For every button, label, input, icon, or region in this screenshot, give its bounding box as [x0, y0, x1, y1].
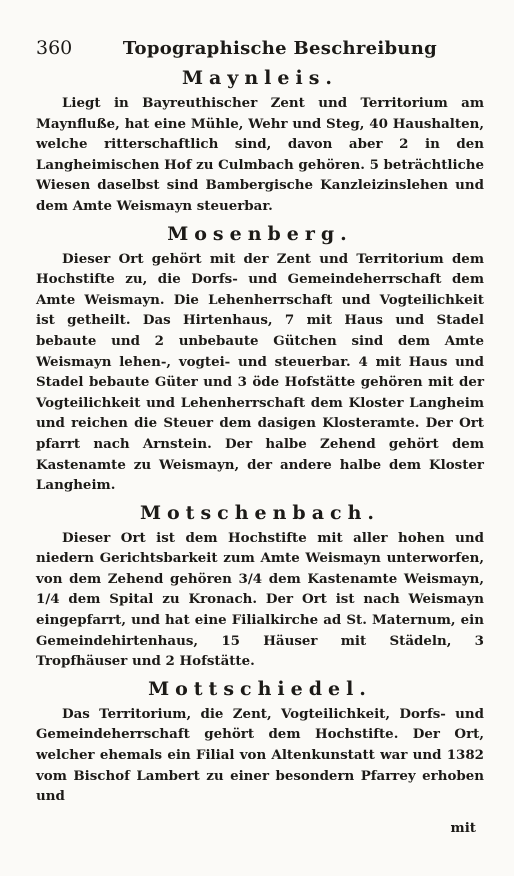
entry-motschenbach [36, 500, 484, 672]
entry-heading: Mottschiedel. [148, 677, 372, 700]
entry-maynleis [36, 65, 484, 217]
page-number: 360 [36, 37, 73, 59]
entry-heading: Motschenbach. [139, 501, 381, 524]
entry-text: Dieser Ort ist dem Hochstifte mit aller hohen und niedern Gerichtsbarkeit zum Amte Weismayn unterworfen, von dem Zehend gehören 3/4 dem Kastenamte Weismayn, 1/4 dem Spital zu Kronach. Der Ort ist nach Weismayn eingepfarrt, und hat eine Filialkirche ad St. Maternum, ein Gemeindehirtenhaus, 15 Häuser mit Städeln, 3 Tropfhäuser und 2 Hofstätte. [36, 529, 484, 670]
entry-mottschiedel [36, 676, 484, 807]
entry-heading: Maynleis. [181, 67, 339, 89]
entry-heading: Mosenberg. [167, 222, 353, 245]
entry-mosenberg [36, 221, 484, 496]
running-title: Topographische Beschreibung [122, 38, 438, 59]
entry-text: Dieser Ort gehört mit der Zent und Territorium dem Hochstifte zu, die Dorfs- und Gemeindeherrschaft dem Amte Weismayn. Die Lehenherrschaft und Vogteilichkeit ist getheilt. Das Hirtenhaus, 7 mit Haus und Stadel bebaute und 2 unbebaute Gütchen sind dem Amte Weismayn lehen-, vogtei- und steuerbar. 4 mit Haus und Stadel bebaute Güter und 3 öde Hofstätte gehören mit der Vogteilichkeit und Lehenherrschaft dem Kloster Langheim und reichen die Steuer dem dasigen Klosteramte. Der Ort pfarrt nach Arnstein. Der halbe Zehend gehört dem Kastenamte zu Weismayn, der andere halbe dem Kloster Langheim. [36, 250, 484, 494]
running-head [36, 36, 484, 61]
catchword: mit [450, 820, 476, 836]
entry-text: Das Territorium, die Zent, Vogteilichkeit, Dorfs- und Gemeindeherrschaft gehört dem Hochstifte. Der Ort, welcher ehemals ein Filial von Altenkunstatt war und 1382 vom Bischof Lambert zu einer besondern Pfarrey erhoben und [36, 705, 484, 805]
entry-text: Liegt in Bayreuthischer Zent und Territorium am Maynfluße, hat eine Mühle, Wehr und Steg, 40 Haushalten, welche ritterschaftlich sind, davon aber 2 in den Langheimischen Hof zu Culmbach gehören. 5 beträchtliche Wiesen daselbst sind Bambergische Kanzleizinslehen und dem Amte Weismayn steuerbar. [36, 95, 484, 214]
